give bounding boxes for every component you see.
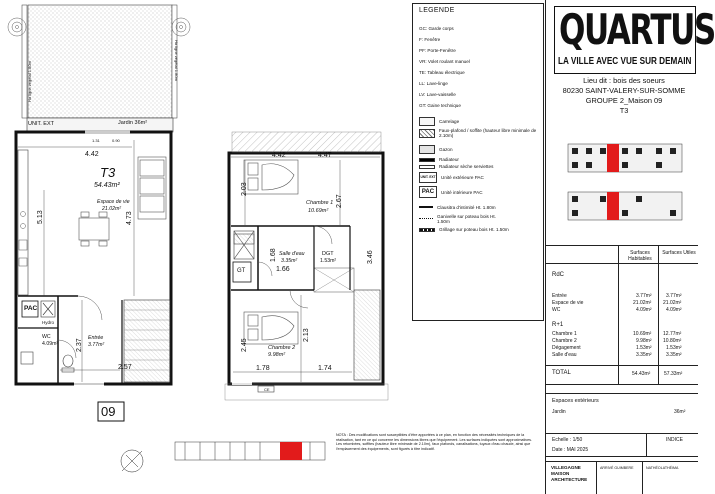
firm-b: ARRIVÉ GUIMBERE (600, 466, 634, 470)
r1-row-util: 12.77m² (663, 331, 682, 337)
garden-label: Jardin 36m² (118, 120, 148, 126)
legend-item-label: Unité intérieure PAC (441, 189, 483, 195)
note-text: NOTA : Des modifications sont susceptibles d'être apportées à ce plan, en fonction des nécessités techniques de la réalisation, tant en ce qui concerne les dimensions libres que l'équipement. Les surfaces indiquées sont approximatives. Les retombées, soffites (hauteur libre minimale de 2.10m), faux plafonds, canalisations, tuyaux d'eau chaude, ainsi que l'emplacement des équipements, sont figurés à titre indicatif. (336, 433, 533, 451)
legend-item-pac-ext (419, 172, 484, 183)
legend-abbr-pf: PF: Porte-Fenêtre (419, 48, 456, 53)
pac-ext-icon: UNIT. EXT (419, 172, 437, 183)
hedge-label-right: Ha ligne végétal 1.80m (174, 40, 179, 81)
entry-label: Entrée (88, 335, 104, 341)
legend-item-label: Grillage sur poteau bois Ht. 1.50m (439, 227, 509, 232)
scale-bar (121, 450, 143, 472)
r1-row-hab: 9.98m² (636, 338, 652, 344)
r1-row-name: Dégagement (552, 345, 581, 351)
r1-row-name: Chambre 2 (552, 338, 577, 344)
legend-item-label: Clausitra d'intimité Ht. 1.80m (437, 205, 496, 210)
total-util: 57.33m² (664, 371, 683, 377)
tiles-swatch-icon (419, 117, 435, 126)
wc-area: 4.09m² (42, 341, 59, 347)
legend-item-label: Gazon (439, 147, 453, 152)
r1-row-util: 1.53m² (666, 345, 682, 351)
legend-item-label: Radiateur (439, 157, 459, 162)
r1-label: R+1 (552, 322, 564, 328)
legend-item-fence (419, 227, 509, 232)
rdc-row-util: 4.09m² (666, 307, 682, 313)
legend-abbr-lv: LV: Lave-vaisselle (419, 92, 456, 97)
apartment-type: T3 (100, 165, 116, 180)
legend-abbr-ll: LL: Lave-linge (419, 81, 448, 86)
rdc-row-util: 3.77m² (666, 293, 682, 299)
legend-item-privacy (419, 205, 496, 210)
city: 80230 SAINT-VALERY-SUR-SOMME (562, 86, 686, 95)
dgt-label: DGT (322, 251, 334, 257)
total-hab: 54.43m² (632, 371, 651, 377)
dgt-area: 1.53m² (320, 258, 337, 264)
r1-row-hab: 10.69m² (633, 331, 652, 337)
exterior-garden: Jardin (552, 409, 566, 415)
rdc-row-name: Entrée (552, 293, 567, 299)
group: GROUPE 2_Maison 09 (585, 96, 663, 105)
gt-label: GT (237, 268, 246, 274)
dim-first-bottom-left: 1.78 (256, 365, 270, 372)
radiator-icon (419, 158, 435, 162)
firm-a: VILLEGAGNE MAISON ARCHITECTURE (551, 465, 588, 482)
rdc-row-hab: 4.09m² (636, 307, 652, 313)
exterior-garden-area: 36m² (674, 409, 686, 415)
fence-icon (419, 228, 435, 232)
unit-ext-label: UNIT. EXT (28, 121, 54, 127)
dim-first-width-right: 4.47 (318, 152, 332, 159)
r1-row-util: 10.80m² (663, 338, 682, 344)
dim-first-bath-h: 1.68 (270, 248, 277, 262)
firm-c: NATHÉOLATHÉIMA (646, 466, 679, 470)
title-block (545, 0, 715, 494)
dim-first-bed2-depth: 2.13 (303, 328, 310, 342)
r1-row-util: 3.35m² (666, 352, 682, 358)
logo-tagline: LA VILLE AVEC VUE SUR DEMAIN (558, 55, 692, 67)
quartus-logo (554, 5, 715, 74)
dim-ground-stairs: 2.57 (118, 364, 132, 371)
rdc-row-name: WC (552, 307, 561, 313)
bath-area: 3.35m² (281, 258, 298, 264)
legend-item-label: Ganivelle sur poteau bois Ht. 1.50m (437, 214, 496, 224)
highlight-unit-top (607, 144, 619, 172)
r1-row-name: Salle d'eau (552, 352, 577, 358)
legend-item-radiator (419, 157, 459, 162)
site-name: Lieu dit : bois des soeurs (583, 76, 665, 85)
wc-label: WC (42, 334, 51, 340)
header-habitable: Surfaces Habitables (628, 250, 652, 262)
rdc-row-name: Espace de vie (552, 300, 584, 306)
legend-item-towel-rail (419, 164, 493, 169)
bath-label: Salle d'eau (279, 251, 305, 257)
legend-item-grass (419, 145, 453, 154)
bedroom1-label: Chambre 1 (306, 200, 334, 206)
dim-first-bed2: 2.45 (241, 338, 248, 352)
bedroom1-area: 10.69m² (308, 208, 329, 214)
meta-box (546, 433, 698, 457)
ganivelle-icon (419, 218, 433, 220)
key-plan-strip (175, 442, 325, 460)
rdc-row-util: 21.02m² (663, 300, 682, 306)
legend-item-label: Faux-plafond / soffite (hauteur libre minimale de 2.10m) (439, 128, 537, 138)
index-text: INDICE (666, 437, 683, 443)
dim-ground-entry: 2.37 (76, 338, 83, 352)
r1-row-name: Chambre 1 (552, 331, 577, 337)
pac-int-icon: PAC (419, 186, 437, 198)
key-site-plan (562, 140, 692, 230)
total-label: TOTAL (552, 370, 571, 376)
apt-type: T3 (619, 106, 629, 115)
dim-ground-depth: 4.73 (126, 211, 133, 225)
house-number: 09 (101, 404, 116, 419)
exterior-box (546, 393, 698, 430)
legend-abbr-gt: GT: Gaine technique (419, 103, 461, 108)
bedroom2-label: Chambre 2 (268, 345, 296, 351)
dim-first-width-left: 4.42 (272, 152, 286, 159)
scale-text: Echelle : 1/50 (552, 437, 583, 443)
dim-first-bed1: 2.03 (241, 182, 248, 196)
legend-item-soffit (419, 128, 539, 138)
architects-box (546, 461, 698, 494)
legend-abbr-vr: VR: Volet roulant manuel (419, 59, 470, 64)
date-text: Date : MAI 2025 (552, 447, 589, 453)
first-stairs (354, 290, 380, 380)
dim-ground-glazing: 1.31 (92, 138, 100, 143)
apartment-area: 54.43m² (94, 182, 120, 189)
exterior-title: Espaces extérieurs (552, 398, 599, 404)
rdc-row-hab: 21.02m² (633, 300, 652, 306)
legend-title: LEGENDE (419, 7, 455, 14)
kitchen-counter (18, 150, 28, 295)
pac-label: PAC (24, 305, 38, 312)
legend-abbr-te: TE: Tableau électrique (419, 70, 465, 75)
legend-panel (412, 3, 544, 321)
r1-row-hab: 1.53m² (636, 345, 652, 351)
hatch-swatch-icon (419, 129, 435, 138)
highlight-unit-bottom (607, 192, 619, 220)
logo-main: QUARTUS (559, 5, 715, 54)
dim-first-bottom-right: 1.74 (318, 365, 332, 372)
bedroom2-area: 9.98m² (268, 352, 286, 358)
hydro-label: Hydro (42, 320, 55, 325)
dim-ground-width: 4.42 (85, 151, 99, 158)
legend-item-label: Carrelage (439, 119, 460, 124)
living-area: 21.02m² (102, 206, 122, 212)
entry-area: 3.77m² (88, 342, 105, 348)
dim-first-bed1-depth: 2.67 (336, 194, 343, 208)
dim-first-stair: 3.46 (367, 250, 374, 264)
rdc-label: RdC (552, 272, 565, 278)
dim-first-bath: 1.66 (276, 266, 290, 273)
hedge-label-left: Ha ligne végétal 1.80m (27, 61, 32, 102)
towel-rail-icon (419, 165, 435, 169)
living-label: Espace de vie (97, 199, 130, 205)
legend-item-label: Radiateur sèche serviettes (439, 164, 494, 169)
legend-item-label: Unité extérieure PAC (441, 175, 484, 180)
legend-abbr-f: F: Fenêtre (419, 37, 441, 42)
garden-lawn (28, 5, 172, 118)
dim-ground-glazing-2: 0.90 (112, 138, 120, 143)
legend-abbr-gc: GC: Garde corps (419, 26, 454, 31)
ce-label: CE (264, 387, 270, 392)
eaves-soffit (232, 132, 381, 152)
surface-table (546, 245, 698, 385)
header-utile: Surfaces Utiles (662, 250, 696, 256)
legend-item-pac-int (419, 186, 483, 198)
r1-row-hab: 3.35m² (636, 352, 652, 358)
legend-item-ganivelle (419, 214, 509, 224)
grass-swatch-icon (419, 145, 435, 154)
dim-ground-kitchen: 5.13 (37, 210, 44, 224)
legend-item-tiles (419, 117, 459, 126)
rdc-row-hab: 3.77m² (636, 293, 652, 299)
privacy-screen-icon (419, 206, 433, 209)
